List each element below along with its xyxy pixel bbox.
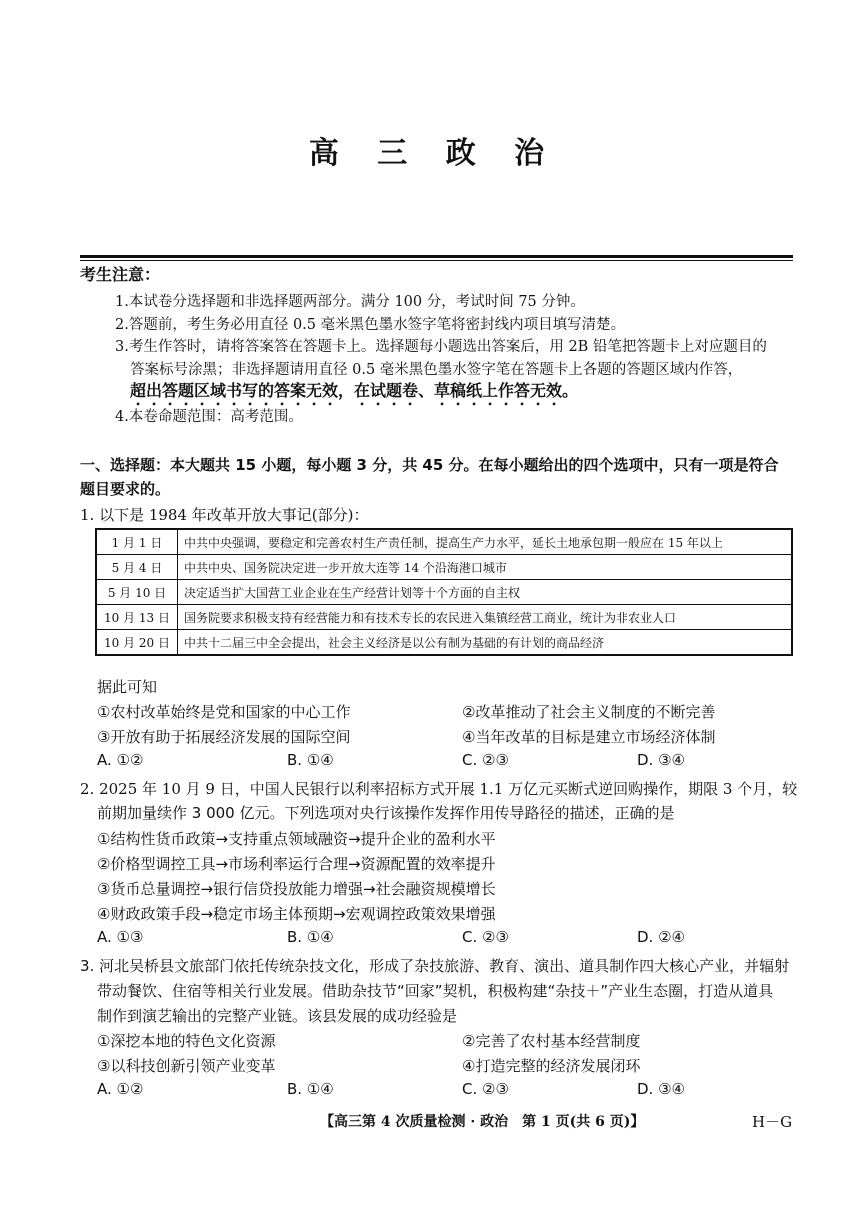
option-c: C. ②③ <box>462 928 509 946</box>
option-a: A. ①② <box>97 1080 144 1098</box>
notice-line: 3.考生作答时，请将答案答在答题卡上。选择题每小题选出答案后，用 2B 铅笔把答题卡上对应题目的 <box>115 339 767 355</box>
notice-line: 4.本卷命题范围：高考范围。 <box>115 409 303 425</box>
question-3-stem: 带动餐饮、住宿等相关行业发展。借助杂技节“回家”契机，积极构建“杂技＋”产业生态圈，打造从道具 <box>97 982 774 1000</box>
statement: ②改革推动了社会主义制度的不断完善 <box>462 703 716 721</box>
page-title: 高 三 政 治 <box>308 136 559 171</box>
events-table <box>95 528 793 656</box>
option-b: B. ①④ <box>287 1080 334 1098</box>
question-2-stem: 前期加量续作 3 000 亿元。下列选项对央行该操作发挥作用传导路径的描述，正确的是 <box>97 804 675 822</box>
question-1-stem: 1. 以下是 1984 年改革开放大事记(部分)： <box>80 506 369 524</box>
notice-line: 1.本试卷分选择题和非选择题两部分。满分 100 分，考试时间 75 分钟。 <box>115 294 585 310</box>
question-3-stem: 3. 河北吴桥县文旅部门依托传统杂技文化，形成了杂技旅游、教育、演出、道具制作四大核心产业，并辐射 <box>80 957 790 975</box>
paper-code: H－G <box>752 1113 793 1131</box>
table-row <box>96 529 792 555</box>
option-b: B. ①④ <box>287 928 334 946</box>
table-cell-event: 中共中央、国务院决定进一步开放大连等 14 个沿海港口城市 <box>178 555 793 580</box>
table-cell-date: 5 月 4 日 <box>96 555 178 580</box>
statement: ②完善了农村基本经营制度 <box>462 1032 641 1050</box>
notice-emphasis-text: 超出答题区域书写的答案无效，在试题卷、草稿纸上作答无效。 <box>130 381 579 400</box>
table-cell-date: 10 月 13 日 <box>96 605 178 630</box>
option-a: A. ①③ <box>97 928 144 946</box>
option-c: C. ②③ <box>462 751 509 769</box>
notice-heading: 考生注意： <box>80 265 161 284</box>
question-3-stem: 制作到演艺输出的完整产业链。该县发展的成功经验是 <box>97 1007 458 1025</box>
table-cell-date: 1 月 1 日 <box>96 529 178 555</box>
table-cell-date: 5 月 10 日 <box>96 580 178 605</box>
table-row <box>96 580 792 605</box>
statement: ④打造完整的经济发展闭环 <box>462 1057 641 1075</box>
table-row <box>96 630 792 656</box>
option-a: A. ①② <box>97 751 144 769</box>
table-cell-event: 中共十二届三中全会提出，社会主义经济是以公有制为基础的有计划的商品经济 <box>178 630 793 656</box>
table-cell-date: 10 月 20 日 <box>96 630 178 656</box>
statement: ③货币总量调控→银行信贷投放能力增强→社会融资规模增长 <box>97 880 496 898</box>
statement: ②价格型调控工具→市场利率运行合理→资源配置的效率提升 <box>97 855 496 873</box>
option-d: D. ②④ <box>637 928 685 946</box>
table-cell-event: 国务院要求积极支持有经营能力和有技术专长的农民进入集镇经营工商业，统计为非农业人口 <box>178 605 793 630</box>
option-d: D. ③④ <box>637 1080 685 1098</box>
statement: ③开放有助于拓展经济发展的国际空间 <box>97 728 351 746</box>
table-row <box>96 605 792 630</box>
statement: ④当年改革的目标是建立市场经济体制 <box>462 728 716 746</box>
statement: ①农村改革始终是党和国家的中心工作 <box>97 703 351 721</box>
option-d: D. ③④ <box>637 751 685 769</box>
page-footer: 【高三第 4 次质量检测 · 政治 第 1 页(共 6 页)】 <box>320 1114 645 1130</box>
statement: ①结构性货币政策→支持重点领域融资→提升企业的盈利水平 <box>97 830 496 848</box>
section-heading: 一、选择题：本大题共 15 小题，每小题 3 分，共 45 分。在每小题给出的四个选项中，只有一项是符合题目要求的。 <box>80 456 779 498</box>
table-cell-event: 中共中央强调，要稳定和完善农村生产责任制，提高生产力水平，延长土地承包期一般应在 15 年以上 <box>178 529 793 555</box>
statement: ④财政政策手段→稳定市场主体预期→宏观调控政策效果增强 <box>97 905 496 923</box>
statement: ①深挖本地的特色文化资源 <box>97 1032 276 1050</box>
option-b: B. ①④ <box>287 751 334 769</box>
option-c: C. ②③ <box>462 1080 509 1098</box>
notice-line: 答案标号涂黑；非选择题请用直径 0.5 毫米黑色墨水签字笔在答题卡上各题的答题区域内作答， <box>130 362 743 378</box>
statement: ③以科技创新引领产业变革 <box>97 1057 276 1075</box>
table-row <box>96 555 792 580</box>
question-2-stem: 2. 2025 年 10 月 9 日，中国人民银行以利率招标方式开展 1.1 万亿元买断式逆回购操作，期限 3 个月，较 <box>80 780 798 798</box>
table-cell-event: 决定适当扩大国营工业企业在生产经营计划等十个方面的自主权 <box>178 580 793 605</box>
question-1-lead: 据此可知 <box>97 678 158 696</box>
divider <box>80 260 793 261</box>
divider <box>80 255 793 258</box>
notice-line: 2.答题前，考生务必用直径 0.5 毫米黑色墨水签字笔将密封线内项目填写清楚。 <box>115 317 626 333</box>
